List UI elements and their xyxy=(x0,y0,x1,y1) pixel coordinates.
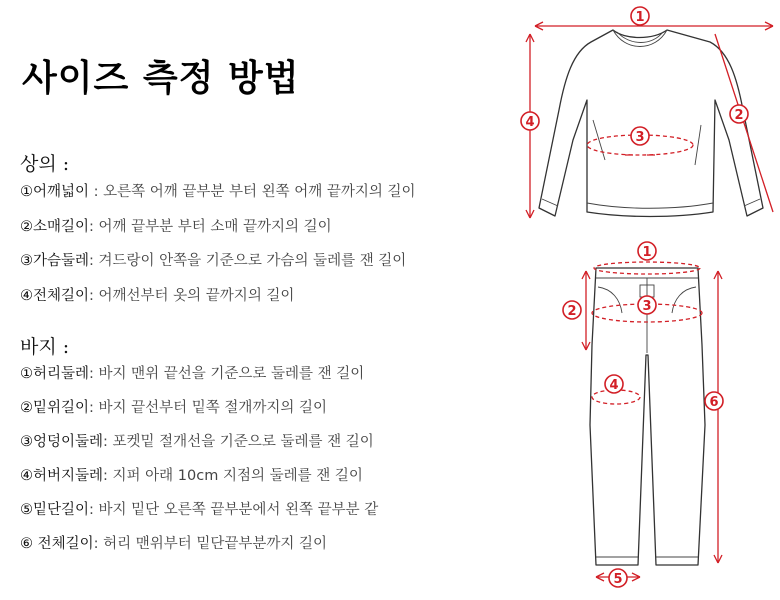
top-item-chest xyxy=(20,249,406,270)
shirt-marker-3 xyxy=(631,127,649,145)
item-number: ④ xyxy=(20,288,33,304)
svg-text:3: 3 xyxy=(642,299,652,314)
item-description: : 겨드랑이 안쪽을 기준으로 가슴의 둘레를 잰 길이 xyxy=(89,253,407,269)
svg-text:6: 6 xyxy=(709,395,719,410)
item-number: ② xyxy=(20,219,33,235)
item-number: ⑤ xyxy=(20,502,33,518)
pants-marker-5 xyxy=(609,569,627,587)
pants-section-heading: 바지 : xyxy=(20,336,70,358)
item-label: 가슴둘레 xyxy=(33,253,90,269)
item-description: : 어깨 끝부분 부터 소매 끝까지의 길이 xyxy=(89,219,332,235)
svg-text:2: 2 xyxy=(734,108,744,123)
item-label: 어깨넓이 xyxy=(33,184,90,200)
item-label: 전체길이 xyxy=(33,288,90,304)
item-label: 전체길이 xyxy=(33,536,94,552)
shirt-marker-4 xyxy=(521,112,539,130)
item-number: ③ xyxy=(20,253,33,269)
item-label: 엉덩이둘레 xyxy=(33,434,104,450)
item-description: : 오른쪽 어깨 끝부분 부터 왼쪽 어깨 끝까지의 길이 xyxy=(89,184,416,200)
pants-item-waist xyxy=(20,362,364,383)
svg-text:3: 3 xyxy=(635,130,645,145)
item-number: ① xyxy=(20,366,33,382)
pants-marker-4 xyxy=(605,375,623,393)
item-label: 밑위길이 xyxy=(33,400,90,416)
item-description: : 바지 밑단 오른쪽 끝부분에서 왼쪽 끝부분 같 xyxy=(89,502,379,518)
pants-marker-2 xyxy=(563,301,581,319)
item-description: : 어깨선부터 옷의 끝까지의 길이 xyxy=(89,288,295,304)
item-number: ① xyxy=(20,184,33,200)
item-description: : 지퍼 아래 10cm 지점의 둘레를 잰 길이 xyxy=(103,468,363,484)
item-description: : 허리 맨위부터 밑단끝부분까지 길이 xyxy=(93,536,328,552)
pants-marker-1 xyxy=(638,242,656,260)
item-label: 밑단길이 xyxy=(33,502,90,518)
pants-item-total-length xyxy=(20,532,327,553)
item-label: 허버지둘레 xyxy=(33,468,104,484)
item-description: : 바지 맨위 끝선을 기준으로 둘레를 잰 길이 xyxy=(89,366,365,382)
pants-diagram xyxy=(550,235,740,595)
svg-text:1: 1 xyxy=(635,10,645,25)
item-description: : 바지 끝선부터 밑쪽 절개까지의 길이 xyxy=(89,400,328,416)
top-item-length xyxy=(20,284,294,305)
pants-item-hip xyxy=(20,430,374,451)
page-title: 사이즈 측정 방법 xyxy=(22,58,300,99)
svg-text:5: 5 xyxy=(613,572,623,587)
svg-text:1: 1 xyxy=(642,245,652,260)
shirt-marker-1 xyxy=(631,7,649,25)
top-section-heading: 상의 : xyxy=(20,153,70,175)
item-label: 허리둘레 xyxy=(33,366,90,382)
item-number: ② xyxy=(20,400,33,416)
pants-marker-3 xyxy=(638,296,656,314)
item-number: ④ xyxy=(20,468,33,484)
svg-text:2: 2 xyxy=(567,304,577,319)
shirt-diagram xyxy=(515,0,780,235)
pants-item-thigh xyxy=(20,464,363,485)
pants-item-rise xyxy=(20,396,327,417)
top-item-shoulder xyxy=(20,180,416,201)
top-item-sleeve xyxy=(20,215,332,236)
shirt-marker-2 xyxy=(730,105,748,123)
pants-marker-6 xyxy=(705,392,723,410)
item-number: ⑥ xyxy=(20,536,33,552)
pants-item-hem xyxy=(20,498,378,519)
svg-text:4: 4 xyxy=(525,115,535,130)
item-description: : 포켓밑 절개선을 기준으로 둘레를 잰 길이 xyxy=(103,434,374,450)
item-label: 소매길이 xyxy=(33,219,90,235)
item-number: ③ xyxy=(20,434,33,450)
svg-text:4: 4 xyxy=(609,378,619,393)
shirt-outline xyxy=(539,30,763,217)
